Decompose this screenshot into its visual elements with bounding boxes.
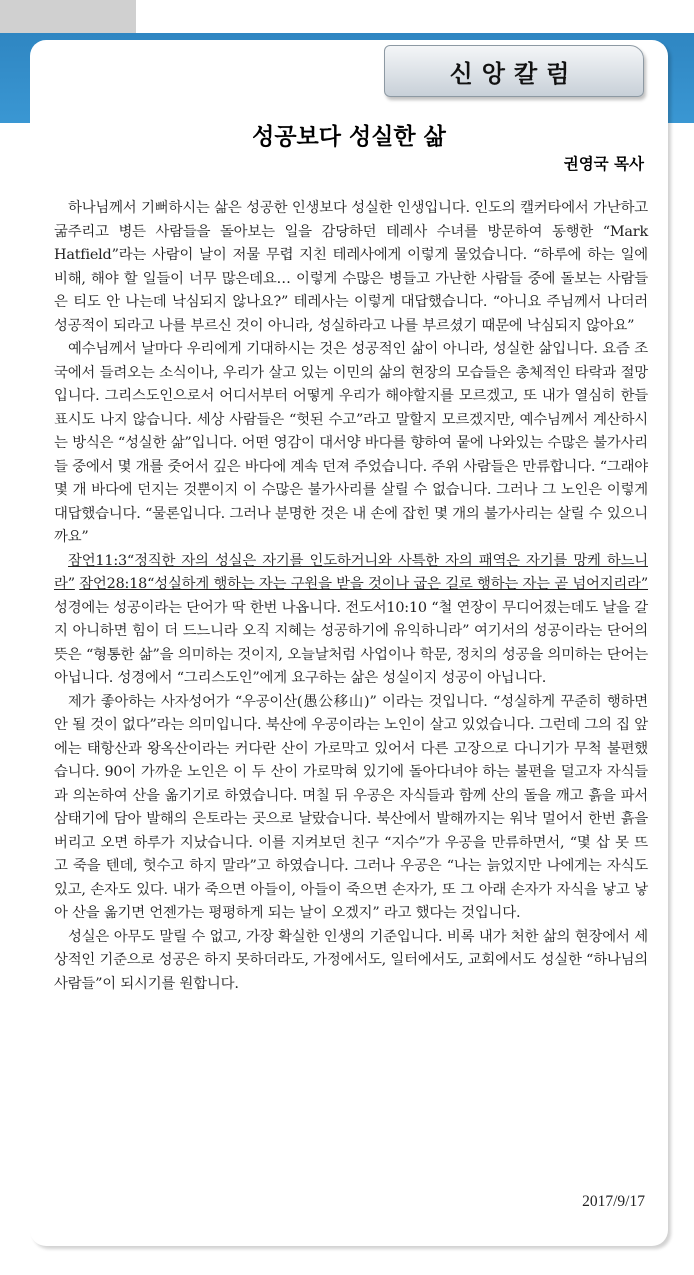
scripture-quote-proverbs-28: 잠언28:18“성실하게 행하는 자는 구원을 받을 것이나 굽은 길로 행하는 자는 곧 넘어지리라”	[79, 576, 648, 592]
paragraph-4: 제가 좋아하는 사자성어가 “우공이산(愚公移山)” 이라는 것입니다. “성실하게 꾸준히 행하면 안 될 것이 없다”라는 의미입니다. 북산에 우공이라는 노인이 살고 있었습니다. 그런데 그의 집 앞에는 태항산과 왕옥산이라는 커다란 산이 가로막고 있어서 다른 고장으로 다니기가 무척 불편했습니다. 90이 가까운 노인은 이 두 산이 가로막혀 있기에 돌아다녀야 하는 불편을 덜고자 자식들과 의논하여 산을 옮기기로 하였습니다. 며칠 뒤 우공은 자식들과 함께 산의 돌을 깨고 흙을 파서 삼태기에 담아 발해의 은토라는 곳으로 날랐습니다. 북산에서 발해까지는 워낙 멀어서 한번 흙을 버리고 오면 하루가 지났습니다. 이를 지켜보던 친구 “지수”가 우공을 만류하면서, “몇 삽 못 뜨고 죽을 텐데, 헛수고 하지 말라”고 하였습니다. 그러나 우공은 “나는 늙었지만 나에게는 자식도 있고, 손자도 있다. 내가 죽으면 아들이, 아들이 죽으면 손자가, 또 그 아래 손자가 자식을 낳고 낳아 산을 옮기면 언젠가는 평평하게 되는 날이 오겠지” 라고 했다는 것입니다.	[54, 693, 648, 921]
paragraph-1: 하나님께서 기뻐하시는 삶은 성공한 인생보다 성실한 인생입니다. 인도의 캘커타에서 가난하고 굶주리고 병든 사람들을 돌아보는 일을 감당하던 테레사 수녀를 방문하여 동행한 “Mark Hatfield”라는 사람이 날이 저물 무렵 지친 테레사에게 이렇게 물었습니다. “하루에 하는 일에 비해, 해야 할 일들이 너무 많은데요… 이렇게 수많은 병들고 가난한 사람들 중에 돌보는 사람들은 티도 안 나는데 낙심되지 않나요?” 테레사는 이렇게 대답했습니다. “아니요 주님께서 나더러 성공적이 되라고 나를 부르신 것이 아니라, 성실하라고 나를 부르셨기 때문에 낙심되지 않아요”	[54, 200, 648, 334]
paragraph-3-text: 성경에는 성공이라는 단어가 딱 한번 나옵니다. 전도서10:10 “철 연장이 무디어졌는데도 날을 갈지 아니하면 힘이 더 드느니라 오직 지혜는 성공하기에 유익하니라” 여기서의 성공이라는 단어의 뜻은 “형통한 삶”을 의미하는 것이지, 오늘날처럼 사업이나 학문, 정치의 성공을 의미하는 단어는 아닙니다. 성경에서 “그리스도인”에게 요구하는 삶은 성실이지 성공이 아닙니다.	[54, 599, 648, 686]
scripture-quote-proverbs-11: 잠언11:3“정직한 자의 성실은 자기를 인도하거니와 사특한 자의 패역은 자기를 망케 하느니라”	[54, 552, 648, 592]
column-header-tab	[384, 45, 644, 97]
column-header-label: 신앙칼럼	[449, 59, 579, 88]
article-author: 권영국 목사	[563, 154, 644, 173]
article-title: 성공보다 성실한 삶	[252, 123, 446, 150]
paragraph-2: 예수님께서 날마다 우리에게 기대하시는 것은 성공적인 삶이 아니라, 성실한 삶입니다. 요즘 조국에서 들려오는 소식이나, 우리가 살고 있는 이민의 삶의 현장의 모습들은 총체적인 타락과 절망입니다. 그리스도인으로서 어디서부터 어떻게 우리가 해야할지를 모르겠고, 또 내가 열심히 한들 표시도 나지 않습니다. 세상 사람들은 “헛된 수고”라고 말할지 모르겠지만, 예수님께서 계산하시는 방식은 “성실한 삶”입니다. 어떤 영감이 대서양 바다를 향하여 뭍에 나와있는 수많은 불가사리들 중에서 몇 개를 줏어서 깊은 바다에 계속 던져 주었습니다. 주위 사람들은 만류합니다. “그래야 몇 개 바다에 던지는 것뿐이지 이 수많은 불가사리를 살릴 수 없습니다. 그러나 그 노인은 이렇게 대답했습니다. “물론입니다. 그러나 분명한 것은 내 손에 잡힌 몇 개의 불가사리는 살릴 수 있으니까요”	[54, 341, 648, 545]
article-body	[54, 197, 648, 996]
corner-tab	[0, 0, 136, 33]
paragraph-5: 성실은 아무도 말릴 수 없고, 가장 확실한 인생의 기준입니다. 비록 내가 처한 삶의 현장에서 세상적인 기준으로 성공은 하지 못하더라도, 가정에서도, 일터에서도, 교회에서도 성실한 “하나님의 사람들”이 되시기를 원합니다.	[54, 928, 649, 992]
paragraph-3	[54, 550, 648, 691]
article-date: 2017/9/17	[582, 1193, 645, 1210]
